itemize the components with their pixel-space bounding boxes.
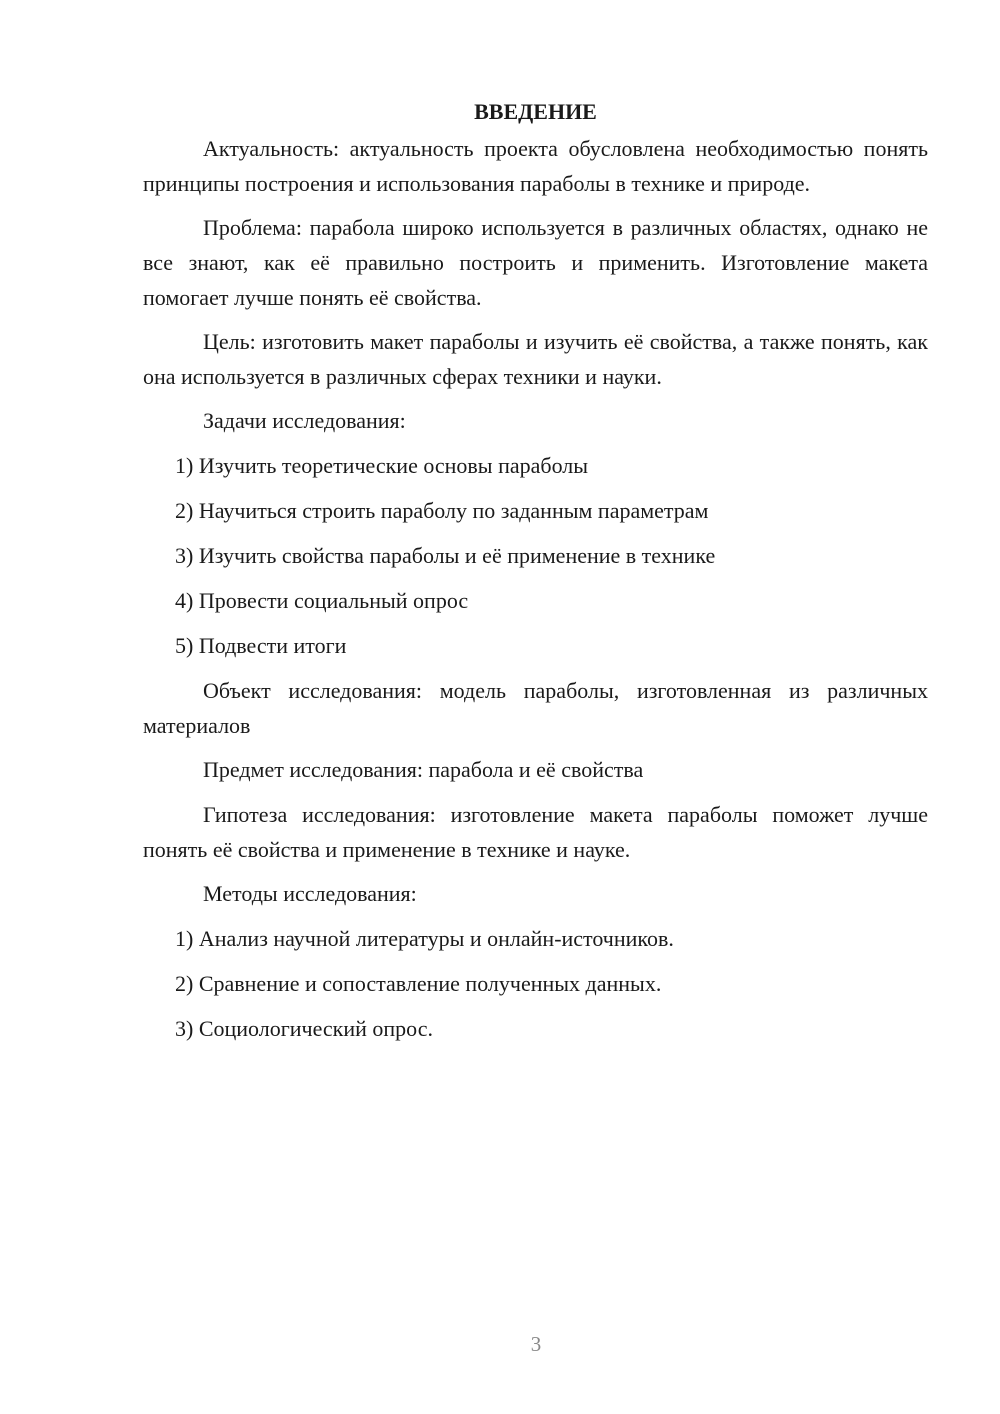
- method-item: 2) Сравнение и сопоставление полученных данных.: [175, 971, 662, 996]
- tasks-heading: Задачи исследования:: [203, 408, 406, 433]
- task-item: 5) Подвести итоги: [175, 633, 347, 658]
- object-paragraph: Объект исследования: модель параболы, изготовленная из различных материалов: [143, 678, 928, 738]
- method-item: 3) Социологический опрос.: [175, 1016, 433, 1041]
- tasks-list: [143, 448, 928, 663]
- methods-heading: Методы исследования:: [203, 881, 417, 906]
- actuality-paragraph: Актуальность: актуальность проекта обусловлена необходимостью понять принципы построения и использования параболы в технике и природе.: [143, 136, 928, 196]
- task-item: 3) Изучить свойства параболы и её применение в технике: [175, 543, 716, 568]
- section-title: ВВЕДЕНИЕ: [474, 99, 597, 124]
- method-item: 1) Анализ научной литературы и онлайн-источников.: [175, 926, 674, 951]
- problem-paragraph: Проблема: парабола широко используется в различных областях, однако не все знают, как её правильно построить и применить. Изготовление макета помогает лучше понять её свойства.: [143, 215, 928, 310]
- task-item: 2) Научиться строить параболу по заданным параметрам: [175, 498, 709, 523]
- page-number: 3: [530, 1332, 542, 1356]
- goal-paragraph: Цель: изготовить макет параболы и изучить её свойства, а также понять, как она используется в различных сферах техники и науки.: [143, 329, 928, 389]
- task-item: 1) Изучить теоретические основы параболы: [175, 453, 589, 478]
- task-item: 4) Провести социальный опрос: [175, 588, 469, 613]
- document-body: [143, 94, 928, 1056]
- subject-paragraph: Предмет исследования: парабола и её свойства: [203, 757, 644, 782]
- hypothesis-paragraph: Гипотеза исследования: изготовление макета параболы поможет лучше понять её свойства и применение в технике и науке.: [143, 802, 928, 862]
- methods-list: [143, 921, 928, 1046]
